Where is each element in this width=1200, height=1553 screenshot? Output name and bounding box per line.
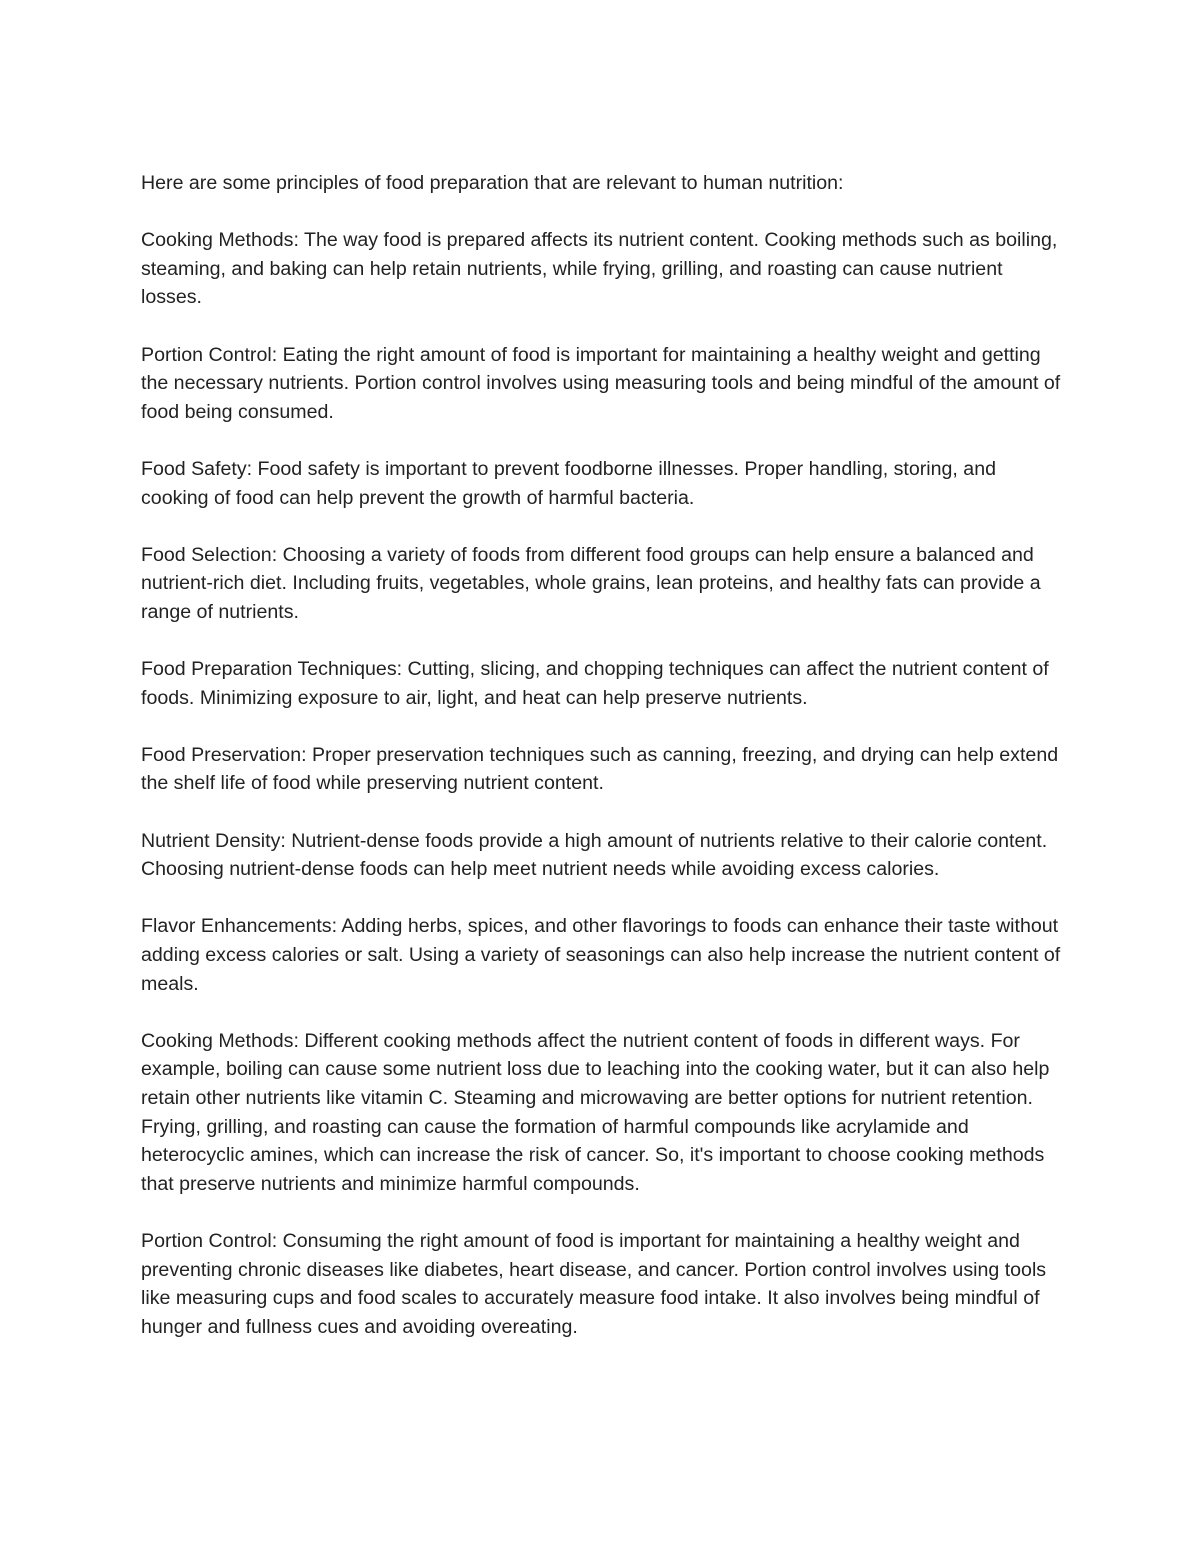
paragraph-food-preservation: Food Preservation: Proper preservation techniques such as canning, freezing, and drying can help extend the shelf life of food while preserving nutrient content.	[141, 743, 1059, 795]
paragraph-food-safety: Food Safety: Food safety is important to prevent foodborne illnesses. Proper handling, storing, and cooking of food can help prevent the growth of harmful bacteria.	[141, 457, 996, 509]
paragraph-flavor-enhancements: Flavor Enhancements: Adding herbs, spices, and other flavorings to foods can enhance their taste without adding excess calories or salt. Using a variety of seasonings can also help increase the nutrient content of meals.	[141, 915, 1061, 995]
paragraph-portion-control-detail: Portion Control: Consuming the right amount of food is important for maintaining a healthy weight and preventing chronic diseases like diabetes, heart disease, and cancer. Portion control involves using tools like measuring cups and food scales to accurately measure food intake. It also involves being mindful of hunger and fullness cues and avoiding overeating.	[141, 1229, 1047, 1338]
paragraph-food-selection: Food Selection: Choosing a variety of foods from different food groups can help ensure a balanced and nutrient-rich diet. Including fruits, vegetables, whole grains, lean proteins, and healthy fats can provide a range of nutrients.	[141, 543, 1041, 623]
intro-paragraph: Here are some principles of food preparation that are relevant to human nutrition:	[141, 172, 844, 194]
paragraph-cooking-methods: Cooking Methods: The way food is prepared affects its nutrient content. Cooking methods such as boiling, steaming, and baking can help retain nutrients, while frying, grilling, and roasting can cause nutrient losses.	[141, 229, 1058, 309]
paragraph-nutrient-density: Nutrient Density: Nutrient-dense foods provide a high amount of nutrients relative to their calorie content. Choosing nutrient-dense foods can help meet nutrient needs while avoiding excess calories.	[141, 829, 1048, 881]
document-body	[141, 169, 1066, 1370]
paragraph-portion-control: Portion Control: Eating the right amount of food is important for maintaining a healthy weight and getting the necessary nutrients. Portion control involves using measuring tools and being mindful of the amount of food being consumed.	[141, 343, 1061, 423]
paragraph-cooking-methods-detail: Cooking Methods: Different cooking methods affect the nutrient content of foods in different ways. For example, boiling can cause some nutrient loss due to leaching into the cooking water, but it can also help retain other nutrients like vitamin C. Steaming and microwaving are better options for nutrient retention. Frying, grilling, and roasting can cause the formation of harmful compounds like acrylamide and heterocyclic amines, which can increase the risk of cancer. So, it's important to choose cooking methods that preserve nutrients and minimize harmful compounds.	[141, 1029, 1050, 1195]
paragraph-food-preparation-techniques: Food Preparation Techniques: Cutting, slicing, and chopping techniques can affect the nutrient content of foods. Minimizing exposure to air, light, and heat can help preserve nutrients.	[141, 658, 1049, 709]
